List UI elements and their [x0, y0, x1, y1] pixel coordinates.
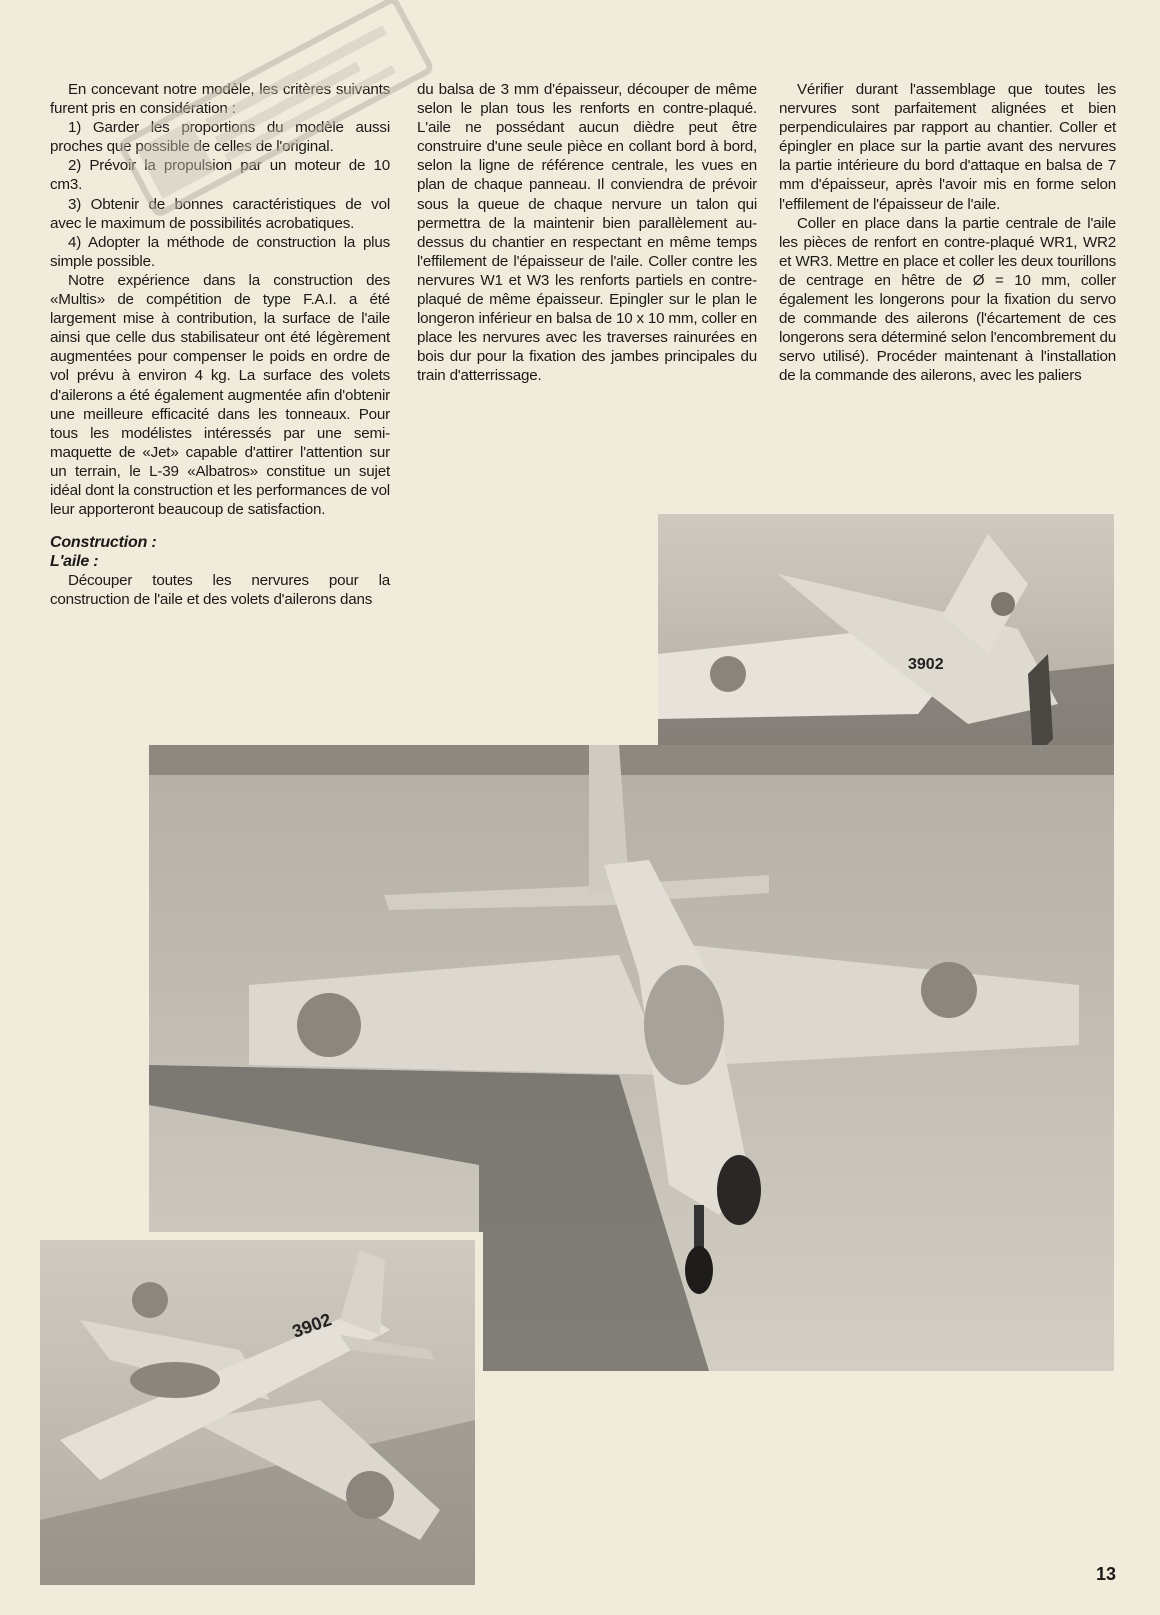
aircraft-number: 3902	[908, 656, 944, 673]
paragraph: du balsa de 3 mm d'épaisseur, découper de même selon le plan tous les renforts en contre-plaqué. L'aile ne possédant aucun dièdre peut être construire d'une seule pièce en collant bord à bord, selon la ligne de référence centrale, les vues en plan de chaque panneau. Il conviendra de prévoir sous la queue de chaque nervure un talon qui permettra de la maintenir bien parallèlement au-dessus du chantier en respectant en même temps l'effilement de l'épaisseur de l'aile. Coller contre les nervures W1 et W3 les renforts partiels en contre-plaqué de même épaisseur. Epingler sur le plan le longeron inférieur en balsa de 10 x 10 mm, coller en place les nervures avec les traverses rainurées en bois dur pour la fixation des jambes principales du train d'atterrissage.	[417, 81, 757, 385]
text-column-1	[50, 80, 390, 609]
aircraft-number: 3902	[289, 1309, 334, 1342]
paragraph: Notre expérience dans la construction des «Multis» de compétition de type F.A.I. a été largement mise à contribution, la surface de l'aile ainsi que celle dus stabilisateur ont été légèrement augmentées pour compenser le poids en ordre de vol prévu à environ 4 kg. La surface des volets d'ailerons a été également augmentée afin d'obtenir une meilleure efficacité dans les tonneaux. Pour tous les modélistes intéressés par une semi-maquette de «Jet» capable d'attirer l'attention sur un terrain, le L-39 «Albatros» constitue un sujet idéal dont la construction et les performances de vol leur apporteront beaucoup de satisfaction.	[50, 271, 390, 519]
criteria-item-2: 2) Prévoir la propulsion par un moteur de 10 cm3.	[50, 157, 390, 194]
criteria-item-1: 1) Garder les proportions du modèle aussi proches que possible de celles de l'original.	[50, 119, 390, 156]
section-heading: Construction :	[50, 534, 157, 552]
text-column-3	[779, 80, 1116, 386]
subsection-heading: L'aile :	[50, 553, 99, 571]
text-column-2	[417, 80, 757, 386]
paragraph: Découper toutes les nervures pour la construction de l'aile et des volets d'ailerons dans	[50, 572, 390, 609]
page-number: 13	[1095, 1564, 1116, 1584]
paragraph: Coller en place dans la partie centrale de l'aile les pièces de renfort en contre-plaqué WR1, WR2 et WR3. Mettre en place et coller les deux tourillons de centrage en hêtre de Ø = 10 mm, coller également les longerons pour la fixation du servo de commande des ailerons (l'écartement de ces longerons sera déterminé selon l'encombrement du servo utilisé). Procéder maintenant à l'installation de la commande des ailerons, avec les paliers	[779, 214, 1116, 385]
paragraph: En concevant notre modèle, les critères suivants furent pris en considération :	[50, 81, 390, 118]
paragraph: Vérifier durant l'assemblage que toutes les nervures sont parfaitement alignées et bien perpendiculaires par rapport au chantier. Coller et épingler en place sur la partie avant des nervures la partie intérieure du bord d'attaque en balsa de 7 mm d'épaisseur, après l'avoir mis en forme selon l'effilement de l'épaisseur de l'aile.	[779, 81, 1116, 213]
criteria-item-4: 4) Adopter la méthode de construction la plus simple possible.	[50, 233, 390, 270]
photo-aircraft-side-view	[40, 1232, 483, 1585]
criteria-item-3: 3) Obtenir de bonnes caractéristiques de vol avec le maximum de possibilités acrobatiques.	[50, 195, 390, 232]
